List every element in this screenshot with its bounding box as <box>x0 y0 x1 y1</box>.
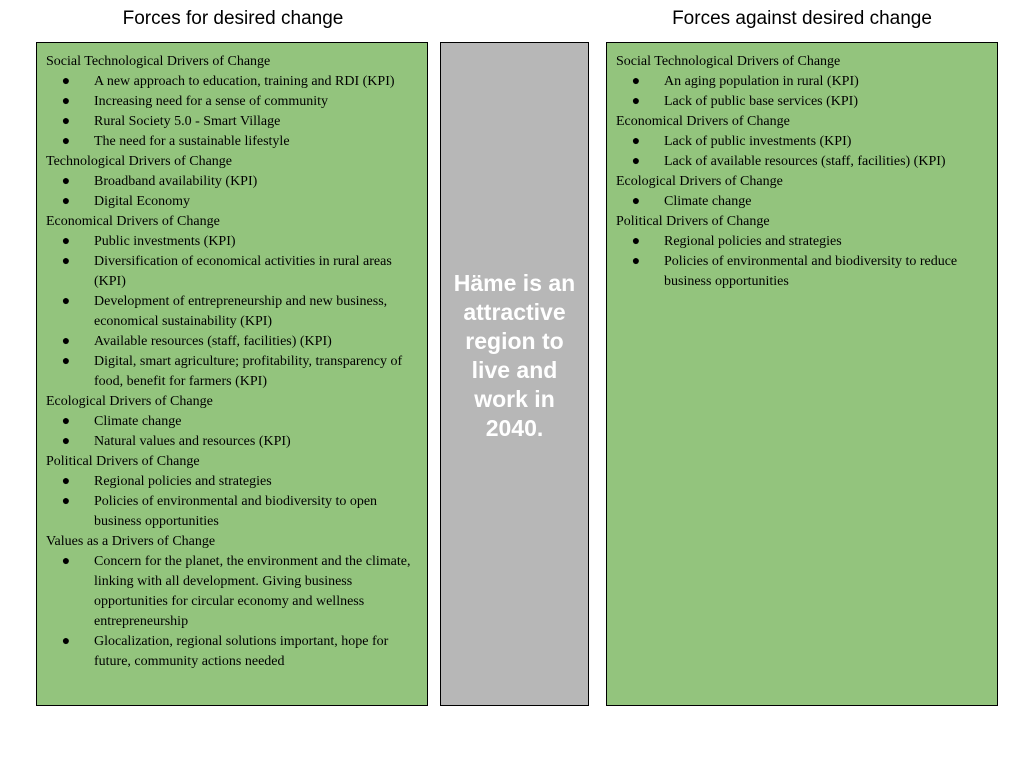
driver-list <box>46 72 419 152</box>
bullet-icon: ● <box>631 254 641 269</box>
bullet-icon: ● <box>61 134 71 149</box>
forces-for-heading: Forces for desired change <box>122 8 344 29</box>
vision-statement: Häme is an attractive region to live and work in 2040. <box>453 270 576 441</box>
section-title: Social Technological Drivers of Change <box>46 54 271 69</box>
driver-list <box>46 172 419 212</box>
bullet-icon: ● <box>61 194 71 209</box>
list-item-text: Climate change <box>664 194 752 209</box>
section-title: Technological Drivers of Change <box>46 154 233 169</box>
list-item-text: Glocalization, regional solutions important, hope for future, community actions needed <box>94 634 389 669</box>
bullet-icon: ● <box>631 74 641 89</box>
list-item <box>616 72 989 92</box>
list-item <box>46 72 419 92</box>
list-item <box>46 192 419 212</box>
section-title: Ecological Drivers of Change <box>46 394 213 409</box>
list-item <box>616 92 989 112</box>
bullet-icon: ● <box>631 134 641 149</box>
bullet-icon: ● <box>61 74 71 89</box>
list-item <box>616 192 989 212</box>
driver-list <box>616 192 989 212</box>
list-item <box>46 252 419 292</box>
bullet-icon: ● <box>61 254 71 269</box>
bullet-icon: ● <box>61 494 71 509</box>
list-item-text: Development of entrepreneurship and new business, economical sustainability (KPI) <box>94 294 388 329</box>
list-item <box>46 332 419 352</box>
driver-list <box>46 472 419 532</box>
bullet-icon: ● <box>61 294 71 309</box>
bullet-icon: ● <box>61 474 71 489</box>
list-item <box>616 152 989 172</box>
list-item-text: Diversification of economical activities in rural areas (KPI) <box>94 254 392 289</box>
list-item <box>46 352 419 392</box>
forces-against-panel <box>606 42 998 706</box>
list-item <box>46 112 419 132</box>
bullet-icon: ● <box>61 354 71 369</box>
list-item <box>46 492 419 532</box>
driver-list <box>616 72 989 112</box>
bullet-icon: ● <box>631 234 641 249</box>
list-item <box>616 132 989 152</box>
list-item <box>46 172 419 192</box>
list-item <box>46 92 419 112</box>
section-title: Values as a Drivers of Change <box>46 534 216 549</box>
section-title: Economical Drivers of Change <box>46 214 220 229</box>
list-item-text: An aging population in rural (KPI) <box>664 74 859 89</box>
list-item-text: Policies of environmental and biodiversity to open business opportunities <box>94 494 378 529</box>
driver-list <box>616 232 989 292</box>
bullet-icon: ● <box>61 414 71 429</box>
list-item-text: Public investments (KPI) <box>94 234 236 249</box>
driver-list <box>616 132 989 172</box>
bullet-icon: ● <box>631 154 641 169</box>
driver-list <box>46 232 419 392</box>
list-item <box>46 552 419 632</box>
bullet-icon: ● <box>61 94 71 109</box>
list-item-text: Rural Society 5.0 - Smart Village <box>94 114 281 129</box>
list-item-text: Concern for the planet, the environment and the climate, linking with all development. Giving business opportunities for circular economy and wellness entrepreneurship <box>94 554 411 629</box>
section-title: Political Drivers of Change <box>46 454 200 469</box>
bullet-icon: ● <box>61 114 71 129</box>
list-item <box>616 252 989 292</box>
list-item <box>46 232 419 252</box>
list-item-text: Broadband availability (KPI) <box>94 174 258 189</box>
list-item-text: Regional policies and strategies <box>94 474 272 489</box>
list-item-text: Lack of public base services (KPI) <box>664 94 858 109</box>
section-title: Ecological Drivers of Change <box>616 174 783 189</box>
list-item-text: Climate change <box>94 414 182 429</box>
list-item <box>46 432 419 452</box>
list-item <box>46 472 419 492</box>
section-title: Social Technological Drivers of Change <box>616 54 841 69</box>
bullet-icon: ● <box>61 554 71 569</box>
list-item-text: Digital Economy <box>94 194 191 209</box>
bullet-icon: ● <box>631 94 641 109</box>
bullet-icon: ● <box>61 634 71 649</box>
bullet-icon: ● <box>61 174 71 189</box>
list-item <box>46 632 419 672</box>
section-title: Political Drivers of Change <box>616 214 770 229</box>
list-item-text: Lack of public investments (KPI) <box>664 134 852 149</box>
list-item <box>616 232 989 252</box>
list-item-text: The need for a sustainable lifestyle <box>94 134 290 149</box>
driver-list <box>46 412 419 452</box>
bullet-icon: ● <box>631 194 641 209</box>
bullet-icon: ● <box>61 234 71 249</box>
forces-for-panel <box>36 42 428 706</box>
bullet-icon: ● <box>61 434 71 449</box>
list-item-text: Increasing need for a sense of community <box>94 94 329 109</box>
list-item <box>46 132 419 152</box>
forces-against-heading: Forces against desired change <box>672 8 932 29</box>
driver-list <box>46 552 419 672</box>
vision-box <box>440 42 589 706</box>
list-item-text: Regional policies and strategies <box>664 234 842 249</box>
bullet-icon: ● <box>61 334 71 349</box>
list-item-text: Digital, smart agriculture; profitability, transparency of food, benefit for farmers (KPI) <box>94 354 403 389</box>
list-item-text: Policies of environmental and biodiversity to reduce business opportunities <box>664 254 958 289</box>
list-item-text: Lack of available resources (staff, facilities) (KPI) <box>664 154 946 169</box>
list-item <box>46 412 419 432</box>
list-item-text: Available resources (staff, facilities) (KPI) <box>94 334 332 349</box>
section-title: Economical Drivers of Change <box>616 114 790 129</box>
list-item-text: A new approach to education, training and RDI (KPI) <box>94 74 395 89</box>
list-item-text: Natural values and resources (KPI) <box>94 434 291 449</box>
list-item <box>46 292 419 332</box>
